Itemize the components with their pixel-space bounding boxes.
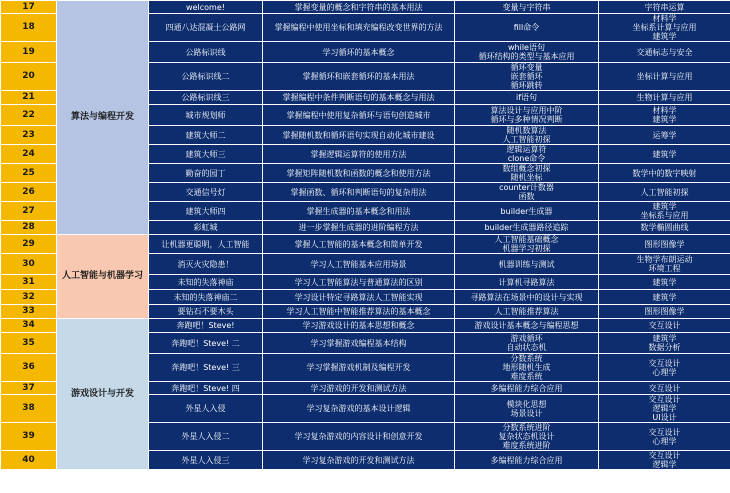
lesson-title: 彩虹城 [149, 221, 263, 235]
knowledge-points [455, 333, 599, 354]
discipline-item: 图形图像学 [644, 307, 685, 316]
discipline-item: 交互设计 [648, 427, 681, 437]
lesson-title: 奔跑吧！Steve! 二 [149, 333, 263, 354]
knowledge-item: 循环与多种情况判断 [490, 115, 563, 124]
knowledge-item: 寻路算法在场景中的设计与实现 [470, 292, 583, 302]
lesson-number: 36 [1, 354, 57, 382]
knowledge-item: 循环跳转 [510, 81, 543, 90]
related-disciplines [599, 275, 730, 290]
discipline-item: 运筹学 [652, 130, 677, 140]
lesson-number: 35 [1, 333, 57, 354]
discipline-item: 交互设计 [648, 321, 681, 330]
knowledge-item: while语句 [508, 43, 545, 52]
related-disciplines [599, 423, 730, 451]
lesson-number: 38 [1, 395, 57, 423]
knowledge-points [455, 395, 599, 423]
knowledge-points [455, 63, 599, 91]
lesson-goal: 学习复杂游戏的内容设计和创意开发 [263, 423, 455, 451]
knowledge-item: 数组概念初探 [502, 164, 551, 173]
lesson-title: 公路标识线三 [149, 91, 263, 105]
discipline-item: 人工智能初探 [640, 187, 689, 197]
knowledge-item: 随机坐标 [510, 173, 543, 182]
lesson-number: 28 [1, 221, 57, 235]
lesson-goal: 学习复杂游戏的基本设计逻辑 [263, 395, 455, 423]
discipline-item: 建筑学 [652, 202, 677, 211]
knowledge-item: 人工智能基础概念 [494, 235, 559, 244]
knowledge-points [455, 14, 599, 42]
related-disciplines [599, 354, 730, 382]
discipline-item: 环境工程 [648, 264, 681, 273]
related-disciplines [599, 451, 730, 470]
category-label: 游戏设计与开发 [57, 319, 149, 470]
discipline-item: 建筑学 [652, 292, 677, 302]
table-row [1, 1, 730, 14]
lesson-goal: 学习掌握游戏编程基本结构 [263, 333, 455, 354]
knowledge-item: 难度系统进阶 [502, 441, 551, 450]
lesson-goal: 掌握矩阵随机数和函数的概念和使用方法 [263, 164, 455, 183]
discipline-item: 数学中的数字映射 [632, 168, 697, 178]
discipline-item: 心理学 [652, 436, 677, 446]
lesson-number: 37 [1, 382, 57, 395]
lesson-number: 18 [1, 14, 57, 42]
discipline-item: 建筑学 [652, 277, 677, 287]
lesson-title: 未知的失落神庙 [149, 275, 263, 290]
lesson-number: 29 [1, 235, 57, 254]
knowledge-points [455, 275, 599, 290]
lesson-title: 公路标识线二 [149, 63, 263, 91]
related-disciplines [599, 202, 730, 221]
lesson-number: 32 [1, 290, 57, 305]
knowledge-item: 人工智能初探 [502, 135, 551, 144]
related-disciplines [599, 395, 730, 423]
category-label: 人工智能与机器学习 [57, 235, 149, 319]
knowledge-item: 循环变量 [510, 63, 543, 72]
knowledge-item: 自动状态机 [506, 343, 547, 352]
lesson-goal: 学习人工智能中智能推荐算法的基本概念 [263, 305, 455, 319]
knowledge-item: builder生成器 [500, 206, 553, 216]
lesson-title: welcome! [149, 1, 263, 14]
knowledge-points [455, 202, 599, 221]
lesson-number: 22 [1, 105, 57, 126]
knowledge-item: 算法设计与应用中阶 [490, 106, 563, 115]
lesson-title: 外星人入侵二 [149, 423, 263, 451]
related-disciplines [599, 221, 730, 235]
lesson-goal: 学习复杂游戏的开发和测试方法 [263, 451, 455, 470]
related-disciplines [599, 1, 730, 14]
lesson-title: 建筑大师三 [149, 145, 263, 164]
related-disciplines [599, 91, 730, 105]
discipline-item: UI设计 [652, 413, 677, 422]
related-disciplines [599, 183, 730, 202]
lesson-goal: 掌握函数、循环和判断语句的复杂用法 [263, 183, 455, 202]
lesson-number: 26 [1, 183, 57, 202]
knowledge-item: 难度系统 [510, 372, 543, 381]
lesson-title: 建筑大师二 [149, 126, 263, 145]
lesson-title: 奔跑吧！Steve! 四 [149, 382, 263, 395]
discipline-item: 图形图像学 [644, 239, 685, 249]
knowledge-item: 机器训练与测试 [498, 259, 555, 269]
knowledge-item: 模块化思想 [506, 399, 547, 409]
lesson-goal: 学习循环的基本概念 [263, 42, 455, 63]
related-disciplines [599, 105, 730, 126]
knowledge-points [455, 126, 599, 145]
discipline-item: 建筑学 [652, 149, 677, 159]
lesson-goal: 进一步掌握生成器的进阶编程方法 [263, 221, 455, 235]
discipline-item: 建筑学 [652, 115, 677, 124]
related-disciplines [599, 382, 730, 395]
knowledge-item: 机器学习初探 [502, 244, 551, 253]
lesson-title: 外星人入侵 [149, 395, 263, 423]
lesson-goal: 学习人工智能算法与普通算法的区别 [263, 275, 455, 290]
lesson-goal: 学习设计特定寻路算法人工智能实现 [263, 290, 455, 305]
discipline-item: 交互设计 [648, 358, 681, 368]
knowledge-item: counter计数器 [499, 183, 554, 192]
knowledge-points [455, 105, 599, 126]
knowledge-item: 多编程能力综合应用 [490, 383, 563, 393]
knowledge-item: 逻辑运算符 [506, 145, 547, 154]
knowledge-item: 分数系统 [510, 354, 543, 363]
knowledge-item: builder生成器路径追踪 [484, 223, 569, 232]
lesson-goal: 掌握循环和嵌套循环的基本用法 [263, 63, 455, 91]
related-disciplines [599, 42, 730, 63]
knowledge-points [455, 183, 599, 202]
knowledge-points [455, 423, 599, 451]
related-disciplines [599, 145, 730, 164]
knowledge-points [455, 91, 599, 105]
knowledge-item: 分数系统进阶 [502, 423, 551, 432]
related-disciplines [599, 305, 730, 319]
related-disciplines [599, 164, 730, 183]
lesson-number: 23 [1, 126, 57, 145]
related-disciplines [599, 126, 730, 145]
discipline-item: 坐标系与应用 [640, 211, 689, 220]
lesson-title: 让机器更聪明，人工智能 [149, 235, 263, 254]
lesson-goal: 掌握生成器的基本概念和用法 [263, 202, 455, 221]
lesson-goal: 学习人工智能基本应用场景 [263, 254, 455, 275]
lesson-title: 城市规划师 [149, 105, 263, 126]
discipline-item: 交通标志与安全 [636, 47, 693, 57]
knowledge-item: 变量与字符串 [502, 2, 551, 12]
discipline-item: 建筑学 [652, 32, 677, 41]
lesson-number: 27 [1, 202, 57, 221]
knowledge-item: 人工智能推荐算法 [494, 307, 559, 316]
knowledge-points [455, 451, 599, 470]
lesson-title: 未知的失落神庙二 [149, 290, 263, 305]
lesson-number: 34 [1, 319, 57, 333]
knowledge-points [455, 254, 599, 275]
knowledge-points [455, 354, 599, 382]
knowledge-item: 函数 [518, 192, 535, 201]
related-disciplines [599, 333, 730, 354]
discipline-item: 字符串运算 [644, 2, 685, 12]
lesson-number: 25 [1, 164, 57, 183]
lesson-number: 24 [1, 145, 57, 164]
discipline-item: 心理学 [652, 367, 677, 377]
knowledge-points [455, 42, 599, 63]
related-disciplines [599, 319, 730, 333]
discipline-item: 逻辑学 [652, 404, 677, 413]
knowledge-item: 游戏循环 [510, 334, 543, 343]
lesson-goal: 掌握变量的概念和字符串的基本用法 [263, 1, 455, 14]
related-disciplines [599, 254, 730, 275]
lesson-goal: 掌握编程中使用坐标和填充编程改变世界的方法 [263, 14, 455, 42]
lesson-goal: 掌握人工智能的基本概念和简单开发 [263, 235, 455, 254]
related-disciplines [599, 63, 730, 91]
knowledge-item: if语句 [515, 93, 538, 102]
related-disciplines [599, 235, 730, 254]
lesson-title: 要钻石不要木头 [149, 305, 263, 319]
knowledge-item: 循环结构的类型与基本应用 [478, 52, 575, 61]
knowledge-points [455, 235, 599, 254]
lesson-title: 交通信号灯 [149, 183, 263, 202]
lesson-title: 消灭火灾隐患！ [149, 254, 263, 275]
knowledge-item: fill命令 [513, 23, 540, 32]
knowledge-points [455, 1, 599, 14]
lesson-number: 30 [1, 254, 57, 275]
lesson-goal: 学习游戏设计的基本思想和概念 [263, 319, 455, 333]
lesson-goal: 掌握逻辑运算符的使用方法 [263, 145, 455, 164]
discipline-item: 数学椭圆曲线 [640, 223, 689, 232]
knowledge-item: 场景设计 [510, 408, 543, 418]
knowledge-points [455, 319, 599, 333]
discipline-item: 生物学布朗运动 [636, 255, 693, 264]
discipline-item: 生物计算与应用 [636, 93, 693, 102]
category-label: 算法与编程开发 [57, 1, 149, 235]
related-disciplines [599, 14, 730, 42]
knowledge-item: 复杂状态机设计 [498, 432, 555, 441]
lesson-number: 17 [1, 1, 57, 14]
knowledge-points [455, 164, 599, 183]
lesson-goal: 掌握编程中使用复杂循环与语句创造城市 [263, 105, 455, 126]
lesson-goal: 学习掌握游戏机制及编程开发 [263, 354, 455, 382]
lesson-number: 21 [1, 91, 57, 105]
knowledge-item: clone命令 [507, 154, 546, 163]
table-row [1, 319, 730, 333]
table-row [1, 235, 730, 254]
discipline-item: 逻辑学 [652, 460, 677, 469]
knowledge-item: 多编程能力综合应用 [490, 455, 563, 465]
discipline-item: 材料学 [652, 14, 677, 23]
knowledge-points [455, 290, 599, 305]
curriculum-table-body [1, 1, 730, 470]
lesson-number: 33 [1, 305, 57, 319]
lesson-goal: 掌握随机数和循环语句实现自动化城市建设 [263, 126, 455, 145]
lesson-goal: 掌握编程中条件判断语句的基本概念与用法 [263, 91, 455, 105]
lesson-title: 奔跑吧！Steve! [149, 319, 263, 333]
discipline-item: 材料学 [652, 106, 677, 115]
knowledge-item: 计算机寻路算法 [498, 277, 555, 287]
lesson-number: 20 [1, 63, 57, 91]
lesson-goal: 学习游戏的开发和测试方法 [263, 382, 455, 395]
discipline-item: 建筑学 [652, 334, 677, 343]
lesson-title: 公路标识线 [149, 42, 263, 63]
discipline-item: 交互设计 [648, 383, 681, 393]
lesson-title: 建筑大师四 [149, 202, 263, 221]
discipline-item: 交互设计 [648, 395, 681, 404]
lesson-number: 39 [1, 423, 57, 451]
lesson-title: 奔跑吧！Steve! 三 [149, 354, 263, 382]
knowledge-points [455, 382, 599, 395]
lesson-title: 外星人入侵三 [149, 451, 263, 470]
knowledge-points [455, 305, 599, 319]
related-disciplines [599, 290, 730, 305]
discipline-item: 交互设计 [648, 451, 681, 460]
lesson-title: 勤奋的园丁 [149, 164, 263, 183]
discipline-item: 坐标计算与应用 [636, 72, 693, 81]
lesson-title: 四通八达混凝土公路网 [149, 14, 263, 42]
lesson-number: 40 [1, 451, 57, 470]
knowledge-item: 嵌套循环 [510, 72, 543, 81]
lesson-number: 31 [1, 275, 57, 290]
lesson-number: 19 [1, 42, 57, 63]
discipline-item: 数据分析 [648, 343, 681, 352]
discipline-item: 坐标系计算与应用 [632, 23, 697, 32]
knowledge-item: 随机数算法 [506, 126, 547, 135]
knowledge-item: 游戏设计基本概念与编程思想 [474, 321, 579, 330]
knowledge-points [455, 221, 599, 235]
knowledge-points [455, 145, 599, 164]
knowledge-item: 地形随机生成 [502, 363, 551, 372]
